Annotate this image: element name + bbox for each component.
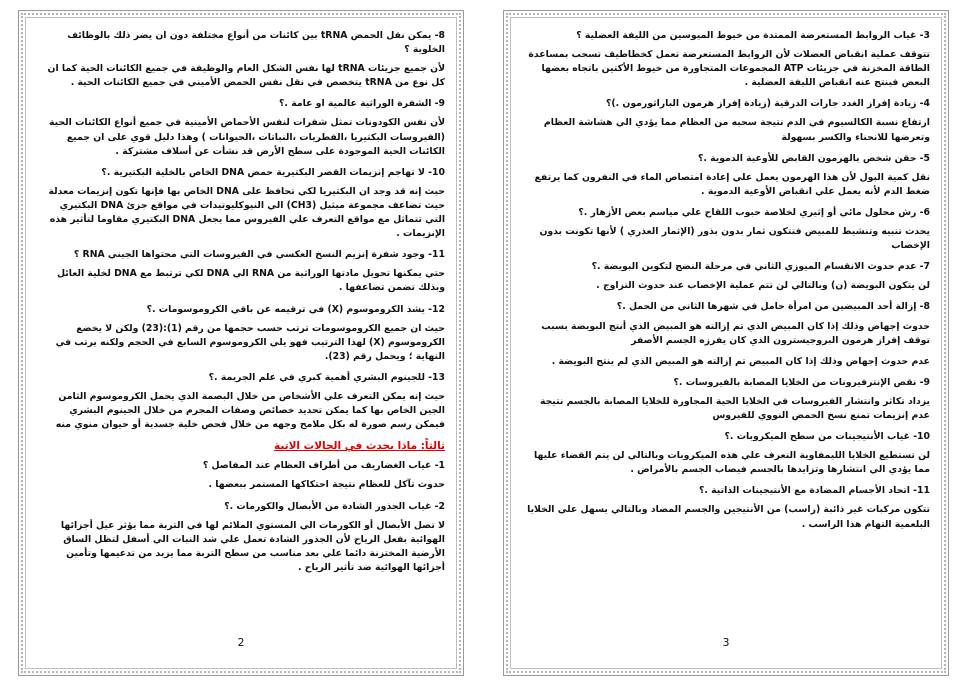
question: 8- إزالة أحد المبيضين من امرأة حامل في شهرها الثاني من الحمل .؟: [616, 301, 930, 313]
question: 1- غياب الغضاريف من أطراف العظام عند المفاصل ؟: [202, 460, 445, 472]
page-2-content: [37, 29, 445, 635]
question: 9- الشفرة الوراثية عالمية او عامة .؟: [279, 98, 445, 110]
question: 5- حقن شخص بالهرمون القابض للأوعية الدموية .؟: [697, 152, 930, 164]
answer: عدم حدوث إجهاض وذلك إذا كان المبيض تم إزالته هو المبيض الذي لم ينتج البويضة .: [551, 355, 930, 367]
answer: حدوث تآكل للعظام نتيجة احتكاكها المستمر ببعضها .: [208, 479, 445, 491]
question: 6- رش محلول مائي أو إثيري لخلاصة حبوب اللقاح علي مياسم بعض الأزهار .؟: [578, 206, 930, 218]
answer: يحدث تنبيه وتنشيط للمبيض فتتكون ثمار بدون بذور (الإثمار العذري ) لأنها تكونت بدون الإخصاب: [539, 226, 930, 252]
question: 13- للجينوم البشري أهمية كبري في علم الجريمة .؟: [208, 371, 445, 383]
question: 4- زيادة إفراز الغدد جارات الدرقية (زيادة إفراز هرمون الباراثورمون .)؟: [605, 98, 930, 110]
answer: حيث ان جميع الكروموسومات ترتب حسب حجمها من رقم (1):(23) ولكن لا يخضع الكروموسوم (X) لهذا الترتيب فهو يلي الكروموسوم السابع في الحجم ولكنه يرتب في النهاية ؛ ويحمل رقم (23).: [55, 322, 445, 362]
answer: حتي يمكنها تحويل مادتها الوراثية من RNA الي DNA لكي ترتبط مع DNA لخلية العائل وبذلك تضمن تضاعفها .: [56, 268, 445, 294]
answer: تتوقف عملية انقباض العضلات لأن الروابط المستعرضة تعمل كخطاطيف تسحب بمساعدة الطاقة المخزنة في جزيئات ATP المجموعات المتجاورة من خيوط الأكتين باتجاه بعضها البعض فينتج عنه انقباض الليفة العضلية .: [528, 49, 930, 89]
answer: لن تستطيع الخلايا الليمفاوية التعرف علي هذه الميكروبات وبالتالي لن يتم القضاء عليها مما يؤدي الي انتشارها وتزايدها بالجسم فيصاب الجسم بالأمراض .: [533, 450, 930, 476]
answer: لأن نفس الكودونات تمثل شفرات لنفس الأحماض الأمينية في جميع أنواع الكائنات الحية (الفيروسات البكتيريا ،الفطريات ،النباتات ،الحيوانات ) وهذا دليل قوي على ان جميع الكائنات الحية الموجودة على سطح الأرض قد نشأت عن أسلاف مشتركة .: [49, 117, 445, 157]
answer: لا تصل الأبصال أو الكورمات الي المستوي الملائم لها في التربة مما يؤثر عيل أجزائها الهوائية بفعل الرياح لأن الجذور الشادة تعمل علي شد النبات الي أسفل لتظل الساق الأرضية المختزنة دائما علي بعد مناسب من سطح التربة مما يزيد من تدعيمها وتأمين أجزائها الهوائية ضد تأثير الرياح .: [60, 519, 445, 573]
answer: حيث إنه قد وجد ان البكتيريا لكي تحافظ على DNA الخاص بها فإنها تكون إنزيمات معدلة حيث تضاعف مجموعة ميثيل (CH3) الي النيوكليوتيدات في مواقع جزئ DNA البكتيري التي تتماثل مع مواقع التعرف علي الفيروس مما يجعل DNA البكتيري مقاوما لتأثير هذه الإنزيمات .: [48, 185, 445, 240]
page-number: 3: [722, 636, 730, 649]
section-heading: ثالثاً: ماذا يحدث في الحالات الاتية: [273, 440, 445, 453]
question: 2- غياب الجذور الشادة من الأبصال والكورمات .؟: [224, 500, 445, 512]
question: 3- غياب الروابط المستعرضة الممتدة من خيوط الميوسين من الليفة العضلية ؟: [576, 30, 930, 41]
answer: يزداد تكاثر وانتشار الفيروسات في الخلايا الحية المجاورة للخلايا المصابة بالجسم نتيجة عدم إنزيمات تمنع نسخ الحمض النووي للفيروس: [539, 395, 930, 421]
page-2: [18, 10, 464, 676]
question: 11- اتحاد الأجسام المضادة مع الأنتيجينات الذاتية .؟: [698, 485, 930, 497]
answer: لن يتكون البويضة (ن) وبالتالي لن تتم عملية الإخصاب عند حدوث التزاوج .: [596, 280, 930, 292]
answer: ارتفاع نسبة الكالسيوم في الدم نتيجة سحبه من العظام مما يؤدي الي هشاشة العظام وتعرضها للانحناء والكسر بسهولة: [543, 117, 930, 143]
question: 8- يمكن نقل الحمض tRNA بين كائنات من أنواع مختلفة دون ان يضر ذلك بالوظائف الخلوية ؟: [67, 30, 445, 56]
answer: حيث إنه يمكن التعرف علي الأشخاص من خلال البصمة الذي يحمل الكروموسوم الثامن الجين الخاص بها كما يمكن تحديد خصائص وصفات المجرم من خلال الجينوم البشري فيمكن رسم صورة له بكل ملامح وجهه من خلال فحص خلية جسدية أو حيوان منوي منه: [55, 390, 445, 431]
page-3: [503, 10, 949, 676]
question: 11- وجود شفرة إنزيم النسخ العكسي في الفيروسات التي محتواها الجيني RNA ؟: [73, 249, 445, 261]
question: 9- نقص الإنترفيرونات من الخلايا المصابة بالفيروسات .؟: [673, 376, 930, 388]
page-number: 2: [237, 636, 245, 649]
answer: تتكون مركبات غير ذائبة (راسب) من الأنتيجين والجسم المضاد وبالتالي يسهل علي الخلايا البلعمية التهام هذا الراسب .: [527, 504, 930, 530]
answer: لأن جميع جزيئات tRNA لها نفس الشكل العام والوظيفة في جميع الكائنات الحية كما ان كل نوع من tRNA يتخصص في نقل نفس الحمض الأميني في جميع الكائنات الحية .: [47, 63, 445, 89]
question: 10- غياب الأنتيجينات من سطح الميكروبات .؟: [724, 431, 930, 443]
question: 7- عدم حدوث الانقسام الميوزي الثاني في مرحلة النضج لتكوين البويضة .؟: [591, 261, 930, 273]
question: 12- يشذ الكروموسوم (X) في ترقيمه عن باقي الكروموسومات .؟: [146, 303, 445, 315]
question: 10- لا تهاجم إنزيمات القصر البكتيرية حمض DNA الخاص بالخلية البكتيرية .؟: [101, 166, 445, 178]
page-3-content: [522, 29, 930, 635]
answer: نقل كمية البول لأن هذا الهرمون يعمل علي إعادة امتصاص الماء في النفرون كما يرتفع ضغط الدم لأنه يعمل علي انقباض الأوعية الدموية .: [534, 171, 930, 197]
answer: حدوث إجهاض وذلك إذا كان المبيض الذي تم إزالته هو المبيض الذي أنتج البويضة بسبب توقف إفراز هرمون البروجيسترون الذي كان يفرزه الجسم الأصفر: [541, 320, 930, 346]
